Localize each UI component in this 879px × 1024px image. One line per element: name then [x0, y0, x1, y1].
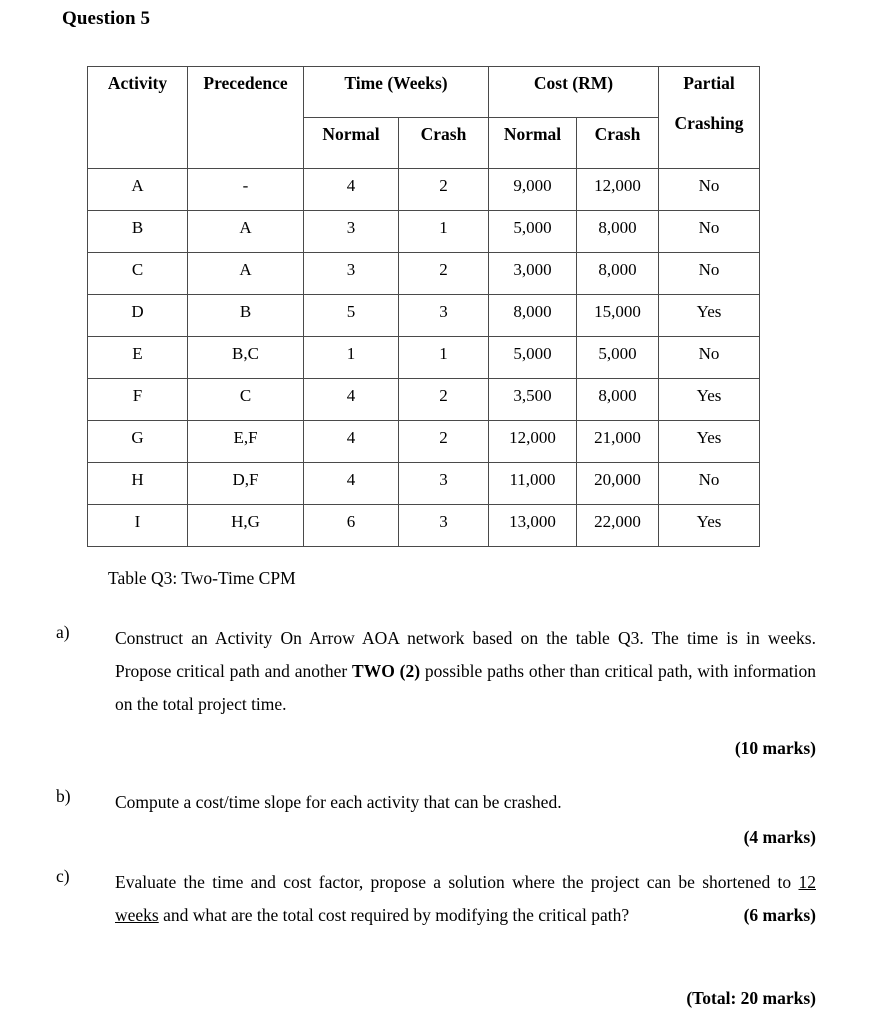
cell-precedence: A: [188, 211, 304, 253]
cell-activity: D: [88, 295, 188, 337]
table-caption: Table Q3: Two-Time CPM: [108, 568, 296, 588]
column-header-cost-crash: Crash: [577, 118, 659, 169]
cell-activity: H: [88, 463, 188, 505]
cell-time-crash: 2: [399, 421, 489, 463]
cell-partial-crashing: Yes: [659, 505, 760, 547]
cell-cost-crash: 22,000: [577, 505, 659, 547]
cell-cost-crash: 15,000: [577, 295, 659, 337]
table-row: [88, 295, 760, 337]
part-c-marks: (6 marks): [743, 905, 816, 925]
question-part-b: [56, 786, 816, 819]
column-header-time-crash: Crash: [399, 118, 489, 169]
part-a-text-2: possible paths other than critical path, with information on the total project time.: [115, 661, 816, 714]
cell-cost-crash: 20,000: [577, 463, 659, 505]
cell-cost-crash: 8,000: [577, 379, 659, 421]
cell-cost-normal: 5,000: [489, 211, 577, 253]
column-header-cost-group: Cost (RM): [489, 67, 659, 118]
two-time-cpm-table: [87, 66, 760, 547]
cell-time-normal: 4: [304, 169, 399, 211]
column-header-cost-normal: Normal: [489, 118, 577, 169]
cell-cost-crash: 5,000: [577, 337, 659, 379]
part-c-text: [115, 866, 816, 932]
column-header-time-group: Time (Weeks): [304, 67, 489, 118]
cell-precedence: H,G: [188, 505, 304, 547]
part-a-text-1: Construct an Activity On Arrow AOA network based on the table Q3. The time is in weeks. Propose critical path and another: [115, 628, 816, 681]
cell-precedence: E,F: [188, 421, 304, 463]
table-row: [88, 169, 760, 211]
column-header-activity: Activity: [88, 67, 188, 169]
table-row: [88, 379, 760, 421]
cell-partial-crashing: No: [659, 253, 760, 295]
table-row: [88, 211, 760, 253]
cell-time-crash: 2: [399, 169, 489, 211]
cell-cost-crash: 21,000: [577, 421, 659, 463]
part-c-text-2: and what are the total cost required by modifying the critical path?: [158, 905, 630, 925]
column-header-partial-crashing: [659, 67, 760, 169]
cell-precedence: B,C: [188, 337, 304, 379]
cell-time-crash: 1: [399, 211, 489, 253]
question-part-a: [56, 622, 816, 721]
cell-time-normal: 3: [304, 253, 399, 295]
table-row: [88, 421, 760, 463]
cpm-table-container: [87, 66, 759, 547]
cell-time-crash: 3: [399, 505, 489, 547]
cell-cost-normal: 13,000: [489, 505, 577, 547]
cell-time-normal: 4: [304, 421, 399, 463]
part-b-text-1: Compute a cost/time slope for each activity that can be crashed.: [115, 792, 562, 812]
partial-crashing-line2: Crashing: [674, 113, 744, 134]
cell-time-normal: 3: [304, 211, 399, 253]
cell-cost-normal: 3,000: [489, 253, 577, 295]
table-row: [88, 463, 760, 505]
cell-time-normal: 4: [304, 463, 399, 505]
table-row: [88, 337, 760, 379]
table-header-row-primary: [88, 67, 760, 118]
table-body: [88, 169, 760, 547]
part-a-text: [115, 622, 816, 721]
cell-precedence: C: [188, 379, 304, 421]
page-title: Question 5: [62, 8, 151, 29]
cell-activity: I: [88, 505, 188, 547]
cell-time-crash: 3: [399, 295, 489, 337]
part-c-marker: c): [56, 866, 70, 886]
cell-partial-crashing: Yes: [659, 379, 760, 421]
cell-partial-crashing: Yes: [659, 421, 760, 463]
cell-precedence: -: [188, 169, 304, 211]
cell-activity: C: [88, 253, 188, 295]
cell-activity: E: [88, 337, 188, 379]
cell-precedence: A: [188, 253, 304, 295]
cell-activity: F: [88, 379, 188, 421]
total-marks: (Total: 20 marks): [686, 988, 816, 1008]
part-a-marker: a): [56, 622, 70, 642]
part-a-bold-two: TWO (2): [352, 661, 421, 681]
cell-time-normal: 1: [304, 337, 399, 379]
cell-time-normal: 6: [304, 505, 399, 547]
cell-cost-normal: 9,000: [489, 169, 577, 211]
cell-partial-crashing: No: [659, 337, 760, 379]
cell-cost-normal: 11,000: [489, 463, 577, 505]
cell-precedence: B: [188, 295, 304, 337]
cell-partial-crashing: No: [659, 169, 760, 211]
partial-crashing-line1: Partial: [683, 73, 735, 93]
cell-activity: G: [88, 421, 188, 463]
part-c-underlined-duration: 12 weeks: [115, 872, 816, 925]
part-b-text: [115, 786, 816, 819]
cell-cost-crash: 8,000: [577, 253, 659, 295]
cell-cost-normal: 3,500: [489, 379, 577, 421]
cell-activity: B: [88, 211, 188, 253]
table-header: [88, 67, 760, 169]
cell-partial-crashing: No: [659, 463, 760, 505]
table-row: [88, 253, 760, 295]
part-b-marks: (4 marks): [743, 827, 816, 847]
part-c-text-1: Evaluate the time and cost factor, propose a solution where the project can be shortened to: [115, 872, 799, 892]
cell-time-crash: 3: [399, 463, 489, 505]
cell-time-crash: 2: [399, 379, 489, 421]
cell-time-crash: 2: [399, 253, 489, 295]
cell-time-normal: 5: [304, 295, 399, 337]
question-part-c: [56, 866, 816, 932]
cell-time-crash: 1: [399, 337, 489, 379]
cell-cost-normal: 8,000: [489, 295, 577, 337]
cell-time-normal: 4: [304, 379, 399, 421]
cell-activity: A: [88, 169, 188, 211]
cell-cost-crash: 8,000: [577, 211, 659, 253]
cell-cost-normal: 12,000: [489, 421, 577, 463]
part-b-marker: b): [56, 786, 71, 806]
cell-cost-crash: 12,000: [577, 169, 659, 211]
cell-partial-crashing: Yes: [659, 295, 760, 337]
column-header-time-normal: Normal: [304, 118, 399, 169]
cell-cost-normal: 5,000: [489, 337, 577, 379]
table-row: [88, 505, 760, 547]
cell-precedence: D,F: [188, 463, 304, 505]
column-header-precedence: Precedence: [188, 67, 304, 169]
cell-partial-crashing: No: [659, 211, 760, 253]
part-a-marks: (10 marks): [734, 738, 816, 758]
